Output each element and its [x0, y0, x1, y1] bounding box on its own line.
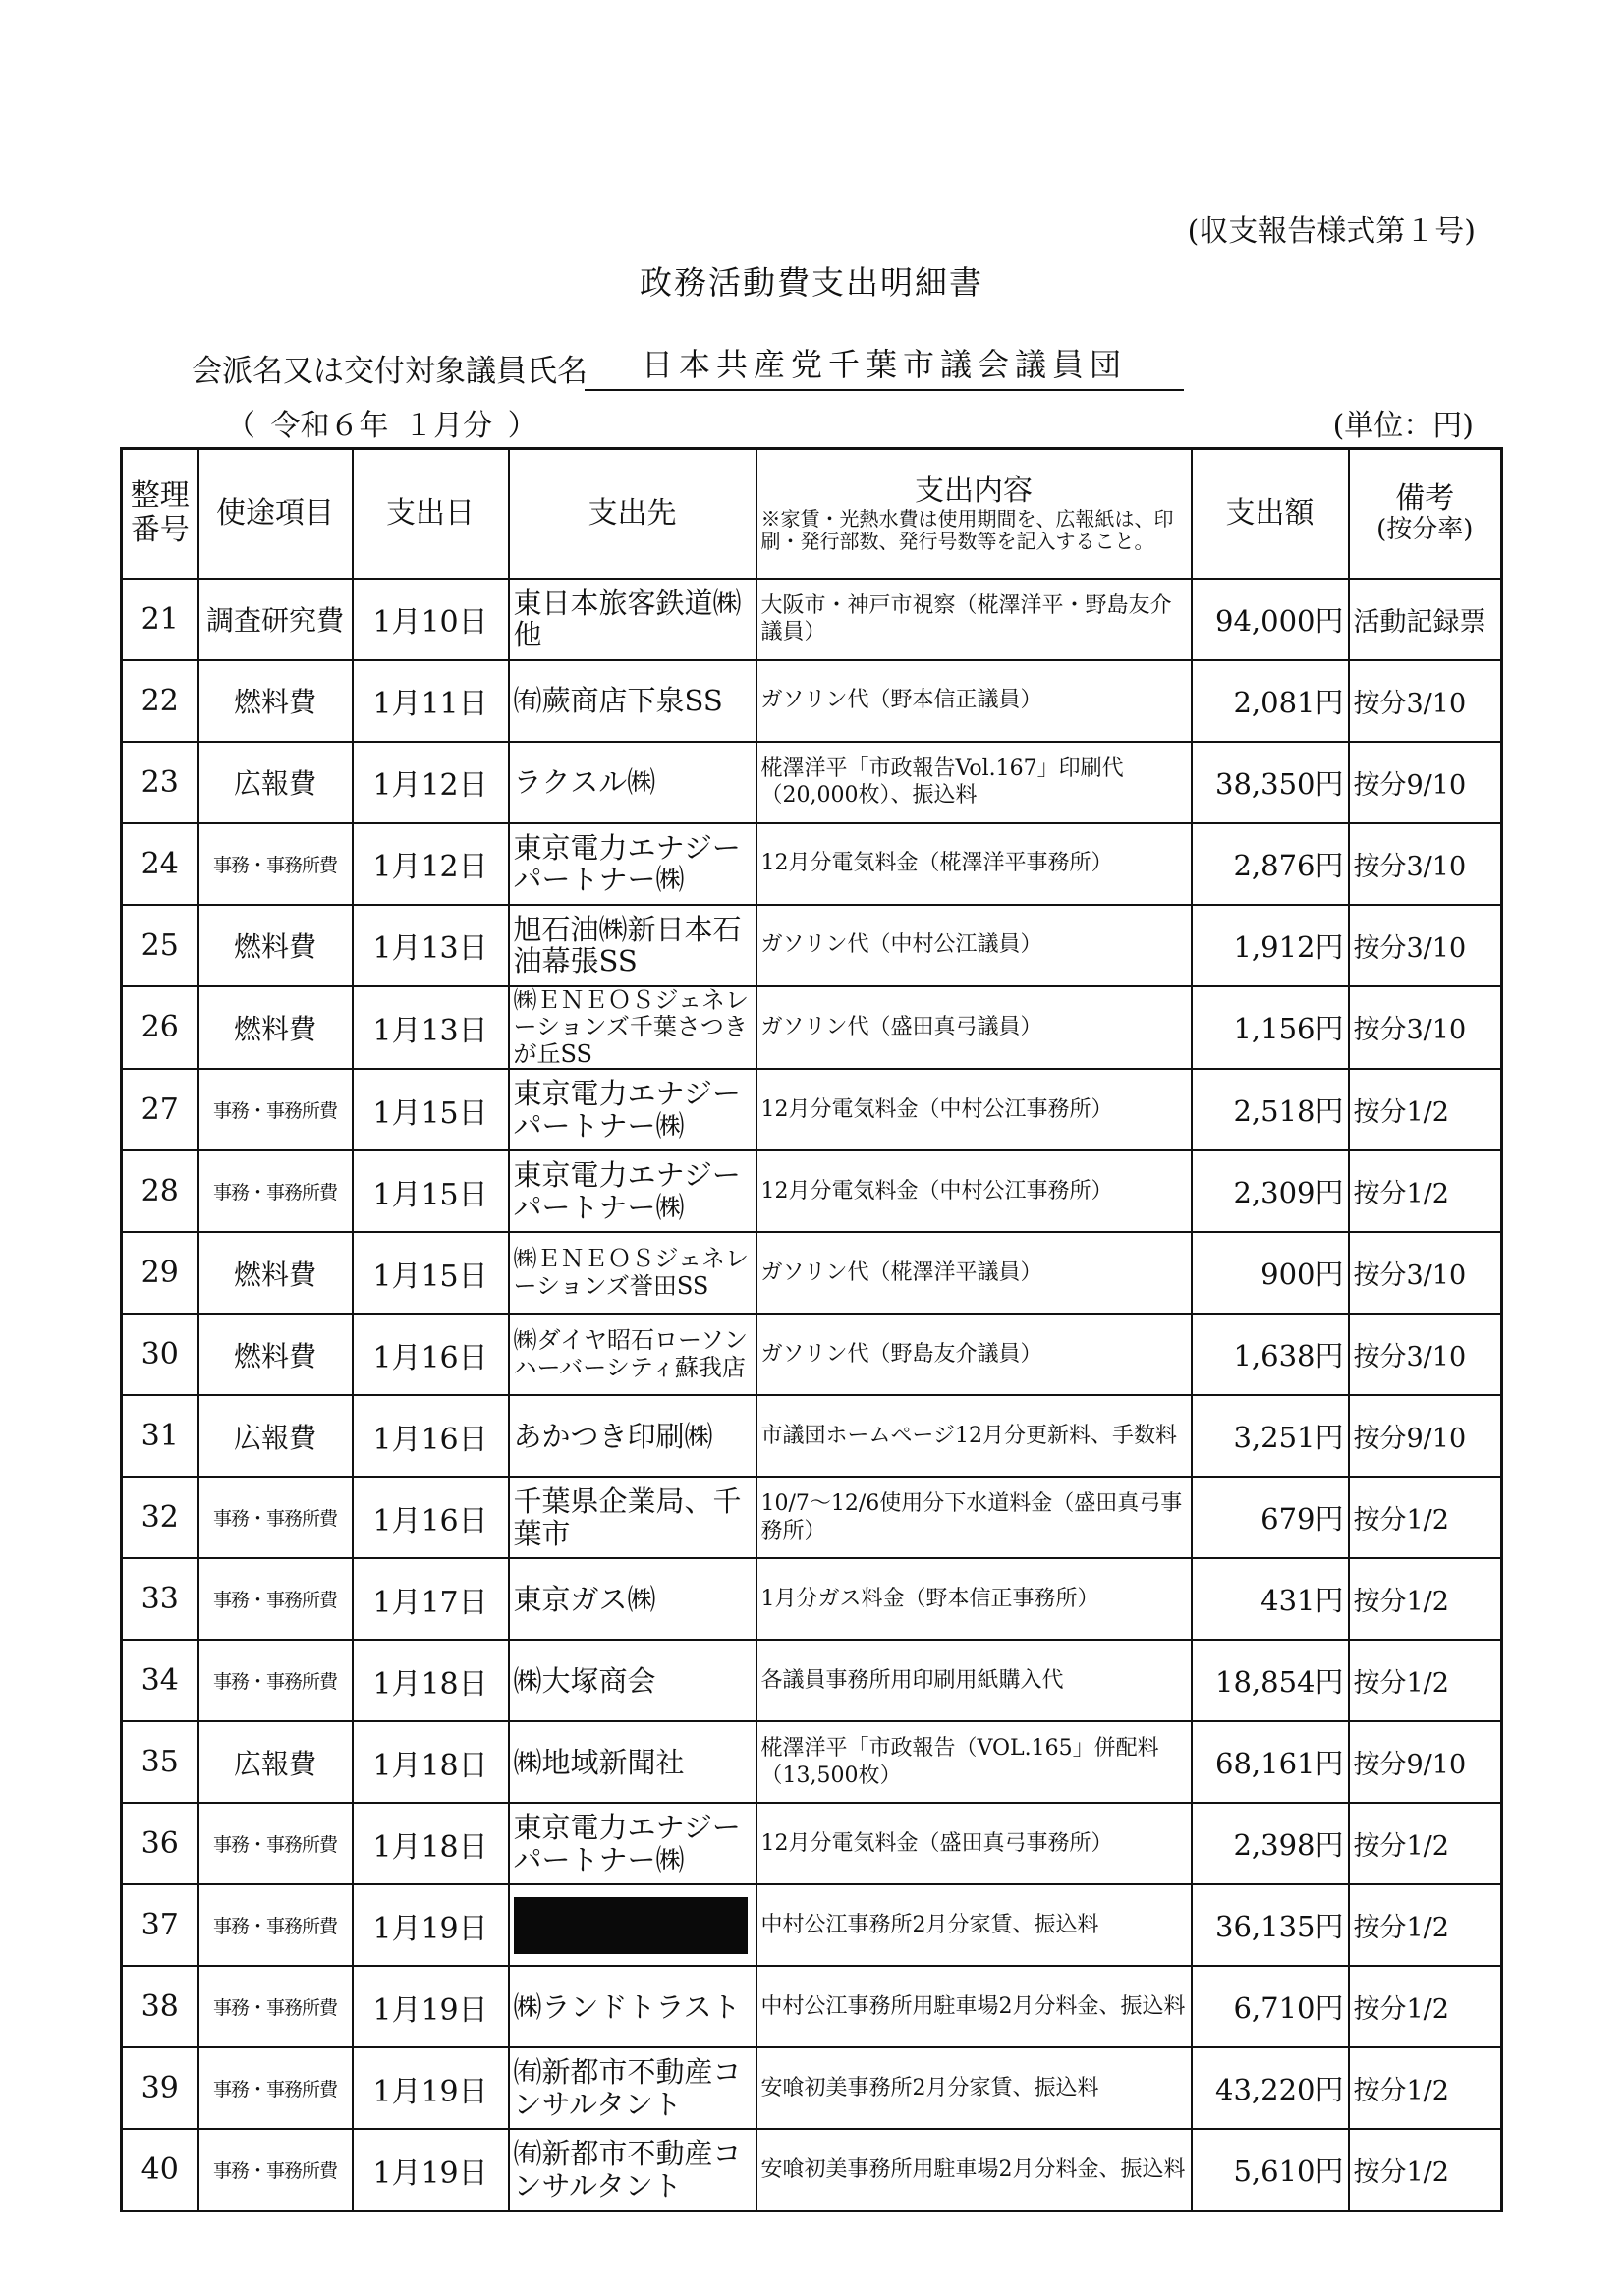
- row-category: 事務・事務所費: [198, 2047, 353, 2129]
- row-payee: 東京ガス㈱: [509, 1558, 756, 1640]
- row-remarks: 按分3/10: [1349, 660, 1502, 742]
- row-number: 39: [122, 2047, 198, 2129]
- table-row: [122, 1884, 1502, 1966]
- row-category: 燃料費: [198, 986, 353, 1070]
- row-content: 12月分電気料金（盛田真弓事務所）: [756, 1803, 1192, 1884]
- row-category: 燃料費: [198, 660, 353, 742]
- row-category: 燃料費: [198, 1232, 353, 1314]
- row-payee: 東京電力エナジーパートナー㈱: [509, 1069, 756, 1150]
- row-content: 12月分電気料金（中村公江事務所）: [756, 1150, 1192, 1232]
- column-header-date: 支出日: [353, 449, 509, 579]
- row-number: 35: [122, 1721, 198, 1803]
- redacted-block: [514, 1897, 748, 1954]
- row-number: 27: [122, 1069, 198, 1150]
- row-amount: 18,854円: [1192, 1640, 1349, 1721]
- reporting-period: （ 令和６年 １月分 ）: [226, 409, 537, 443]
- row-date: 1月16日: [353, 1314, 509, 1395]
- row-amount: 2,398円: [1192, 1803, 1349, 1884]
- table-row: [122, 2047, 1502, 2129]
- row-amount: 1,912円: [1192, 905, 1349, 986]
- row-number: 22: [122, 660, 198, 742]
- table-row: [122, 1314, 1502, 1395]
- row-number: 31: [122, 1395, 198, 1477]
- row-category: 事務・事務所費: [198, 823, 353, 905]
- table-row: [122, 1150, 1502, 1232]
- row-number: 24: [122, 823, 198, 905]
- row-payee: ㈱ＥＮＥＯＳジェネレーションズ誉田SS: [509, 1232, 756, 1314]
- row-date: 1月16日: [353, 1395, 509, 1477]
- table-row: [122, 660, 1502, 742]
- row-category: 事務・事務所費: [198, 1069, 353, 1150]
- row-payee: 東京電力エナジーパートナー㈱: [509, 1803, 756, 1884]
- row-category: 事務・事務所費: [198, 1966, 353, 2047]
- row-category: 広報費: [198, 742, 353, 823]
- row-amount: 900円: [1192, 1232, 1349, 1314]
- row-category: 事務・事務所費: [198, 1150, 353, 1232]
- row-number: 28: [122, 1150, 198, 1232]
- column-header-amount: 支出額: [1192, 449, 1349, 579]
- row-category: 事務・事務所費: [198, 1558, 353, 1640]
- table-row: [122, 1966, 1502, 2047]
- table-row: [122, 905, 1502, 986]
- row-content: ガソリン代（野島友介議員）: [756, 1314, 1192, 1395]
- row-content: 大阪市・神戸市視察（椛澤洋平・野島友介議員）: [756, 579, 1192, 660]
- row-payee: 千葉県企業局、千葉市: [509, 1477, 756, 1558]
- row-category: 広報費: [198, 1395, 353, 1477]
- row-payee: ㈲新都市不動産コンサルタント: [509, 2047, 756, 2129]
- row-date: 1月15日: [353, 1150, 509, 1232]
- row-amount: 36,135円: [1192, 1884, 1349, 1966]
- row-remarks: 按分3/10: [1349, 823, 1502, 905]
- row-amount: 679円: [1192, 1477, 1349, 1558]
- row-content: 椛澤洋平「市政報告Vol.167」印刷代（20,000枚）、振込料: [756, 742, 1192, 823]
- row-remarks: 活動記録票: [1349, 579, 1502, 660]
- row-payee: ㈱地域新聞社: [509, 1721, 756, 1803]
- document-title: 政務活動費支出明細書: [640, 263, 983, 302]
- table-row: [122, 1477, 1502, 1558]
- row-content: 10/7～12/6使用分下水道料金（盛田真弓事務所）: [756, 1477, 1192, 1558]
- row-amount: 43,220円: [1192, 2047, 1349, 2129]
- row-remarks: 按分1/2: [1349, 1477, 1502, 1558]
- row-amount: 2,518円: [1192, 1069, 1349, 1150]
- table-body: [122, 579, 1502, 2212]
- row-amount: 2,309円: [1192, 1150, 1349, 1232]
- row-payee: 旭石油㈱新日本石油幕張SS: [509, 905, 756, 986]
- row-payee: ラクスル㈱: [509, 742, 756, 823]
- row-amount: 5,610円: [1192, 2129, 1349, 2211]
- row-number: 26: [122, 986, 198, 1070]
- row-date: 1月11日: [353, 660, 509, 742]
- row-number: 37: [122, 1884, 198, 1966]
- row-content: 中村公江事務所用駐車場2月分料金、振込料: [756, 1966, 1192, 2047]
- row-remarks: 按分1/2: [1349, 1150, 1502, 1232]
- table-row: [122, 823, 1502, 905]
- column-header-category: 使途項目: [198, 449, 353, 579]
- row-category: 事務・事務所費: [198, 1477, 353, 1558]
- row-date: 1月19日: [353, 1884, 509, 1966]
- row-category: 事務・事務所費: [198, 1884, 353, 1966]
- row-payee: ㈱ランドトラスト: [509, 1966, 756, 2047]
- row-remarks: 按分1/2: [1349, 2129, 1502, 2211]
- row-amount: 6,710円: [1192, 1966, 1349, 2047]
- column-header-payee: 支出先: [509, 449, 756, 579]
- row-payee: ㈲蕨商店下泉SS: [509, 660, 756, 742]
- row-content: 安喰初美事務所用駐車場2月分料金、振込料: [756, 2129, 1192, 2211]
- row-date: 1月19日: [353, 2129, 509, 2211]
- row-content: 12月分電気料金（椛澤洋平事務所）: [756, 823, 1192, 905]
- table-row: [122, 986, 1502, 1070]
- row-category: 調査研究費: [198, 579, 353, 660]
- row-content: ガソリン代（中村公江議員）: [756, 905, 1192, 986]
- row-content: 市議団ホームページ12月分更新料、手数料: [756, 1395, 1192, 1477]
- row-number: 32: [122, 1477, 198, 1558]
- row-date: 1月18日: [353, 1721, 509, 1803]
- party-name: 日本共産党千葉市議会議員団: [585, 340, 1184, 391]
- row-date: 1月12日: [353, 823, 509, 905]
- row-payee: [509, 1884, 756, 1966]
- row-number: 23: [122, 742, 198, 823]
- expense-table: [120, 447, 1503, 2212]
- column-header-number: 整理番号: [122, 449, 198, 579]
- row-content: 1月分ガス料金（野本信正事務所）: [756, 1558, 1192, 1640]
- row-remarks: 按分3/10: [1349, 1314, 1502, 1395]
- row-amount: 431円: [1192, 1558, 1349, 1640]
- row-date: 1月12日: [353, 742, 509, 823]
- row-date: 1月17日: [353, 1558, 509, 1640]
- row-remarks: 按分3/10: [1349, 986, 1502, 1070]
- row-amount: 3,251円: [1192, 1395, 1349, 1477]
- row-number: 40: [122, 2129, 198, 2211]
- row-category: 燃料費: [198, 905, 353, 986]
- row-remarks: 按分1/2: [1349, 2047, 1502, 2129]
- row-remarks: 按分1/2: [1349, 1640, 1502, 1721]
- column-header-remarks-sub: (按分率): [1376, 515, 1474, 545]
- row-content: 各議員事務所用印刷用紙購入代: [756, 1640, 1192, 1721]
- row-category: 事務・事務所費: [198, 1640, 353, 1721]
- row-remarks: 按分3/10: [1349, 905, 1502, 986]
- form-number: (収支報告様式第１号): [1187, 214, 1476, 249]
- row-number: 38: [122, 1966, 198, 2047]
- party-label: 会派名又は交付対象議員氏名: [192, 354, 588, 389]
- table-row: [122, 1558, 1502, 1640]
- row-date: 1月18日: [353, 1803, 509, 1884]
- currency-unit: (単位：円): [1332, 409, 1474, 443]
- row-date: 1月13日: [353, 986, 509, 1070]
- row-number: 29: [122, 1232, 198, 1314]
- row-remarks: 按分9/10: [1349, 742, 1502, 823]
- row-amount: 1,638円: [1192, 1314, 1349, 1395]
- row-payee: 東京電力エナジーパートナー㈱: [509, 1150, 756, 1232]
- row-remarks: 按分1/2: [1349, 1966, 1502, 2047]
- table-header-row: [122, 449, 1502, 579]
- row-remarks: 按分1/2: [1349, 1803, 1502, 1884]
- row-category: 事務・事務所費: [198, 2129, 353, 2211]
- table-row: [122, 579, 1502, 660]
- row-amount: 38,350円: [1192, 742, 1349, 823]
- row-category: 広報費: [198, 1721, 353, 1803]
- row-payee: ㈲新都市不動産コンサルタント: [509, 2129, 756, 2211]
- row-number: 30: [122, 1314, 198, 1395]
- row-remarks: 按分1/2: [1349, 1069, 1502, 1150]
- row-content: ガソリン代（椛澤洋平議員）: [756, 1232, 1192, 1314]
- row-amount: 1,156円: [1192, 986, 1349, 1070]
- row-payee: 東京電力エナジーパートナー㈱: [509, 823, 756, 905]
- row-number: 33: [122, 1558, 198, 1640]
- row-content: 12月分電気料金（中村公江事務所）: [756, 1069, 1192, 1150]
- row-remarks: 按分3/10: [1349, 1232, 1502, 1314]
- row-date: 1月19日: [353, 1966, 509, 2047]
- row-number: 34: [122, 1640, 198, 1721]
- row-payee: ㈱大塚商会: [509, 1640, 756, 1721]
- row-content: ガソリン代（野本信正議員）: [756, 660, 1192, 742]
- table-row: [122, 742, 1502, 823]
- row-amount: 94,000円: [1192, 579, 1349, 660]
- column-header-content-label: 支出内容: [915, 473, 1033, 508]
- table-row: [122, 1640, 1502, 1721]
- row-payee: 東日本旅客鉄道㈱他: [509, 579, 756, 660]
- column-header-content-note: ※家賃・光熱水費は使用期間を、広報紙は、印刷・発行部数、発行号数等を記入すること。: [760, 507, 1174, 553]
- row-amount: 68,161円: [1192, 1721, 1349, 1803]
- row-category: 事務・事務所費: [198, 1803, 353, 1884]
- row-content: 椛澤洋平「市政報告（VOL.165」併配料（13,500枚）: [756, 1721, 1192, 1803]
- row-content: 安喰初美事務所2月分家賃、振込料: [756, 2047, 1192, 2129]
- row-date: 1月13日: [353, 905, 509, 986]
- row-payee: ㈱ＥＮＥＯＳジェネレーションズ千葉さつきが丘SS: [509, 986, 756, 1070]
- row-amount: 2,876円: [1192, 823, 1349, 905]
- row-amount: 2,081円: [1192, 660, 1349, 742]
- row-date: 1月15日: [353, 1069, 509, 1150]
- row-content: ガソリン代（盛田真弓議員）: [756, 986, 1192, 1070]
- row-date: 1月15日: [353, 1232, 509, 1314]
- row-remarks: 按分1/2: [1349, 1884, 1502, 1966]
- row-date: 1月18日: [353, 1640, 509, 1721]
- row-payee: ㈱ダイヤ昭石ローソンハーバーシティ蘇我店: [509, 1314, 756, 1395]
- row-number: 25: [122, 905, 198, 986]
- row-remarks: 按分1/2: [1349, 1558, 1502, 1640]
- row-date: 1月16日: [353, 1477, 509, 1558]
- row-remarks: 按分9/10: [1349, 1721, 1502, 1803]
- row-payee: あかつき印刷㈱: [509, 1395, 756, 1477]
- row-number: 36: [122, 1803, 198, 1884]
- column-header-remarks-label: 備考: [1395, 480, 1455, 516]
- column-header-content: [756, 449, 1192, 579]
- table-row: [122, 1721, 1502, 1803]
- row-content: 中村公江事務所2月分家賃、振込料: [756, 1884, 1192, 1966]
- row-date: 1月10日: [353, 579, 509, 660]
- row-number: 21: [122, 579, 198, 660]
- table-row: [122, 1803, 1502, 1884]
- row-category: 燃料費: [198, 1314, 353, 1395]
- table-row: [122, 2129, 1502, 2211]
- table-row: [122, 1395, 1502, 1477]
- table-row: [122, 1232, 1502, 1314]
- row-remarks: 按分9/10: [1349, 1395, 1502, 1477]
- column-header-remarks: [1349, 449, 1502, 579]
- row-date: 1月19日: [353, 2047, 509, 2129]
- table-row: [122, 1069, 1502, 1150]
